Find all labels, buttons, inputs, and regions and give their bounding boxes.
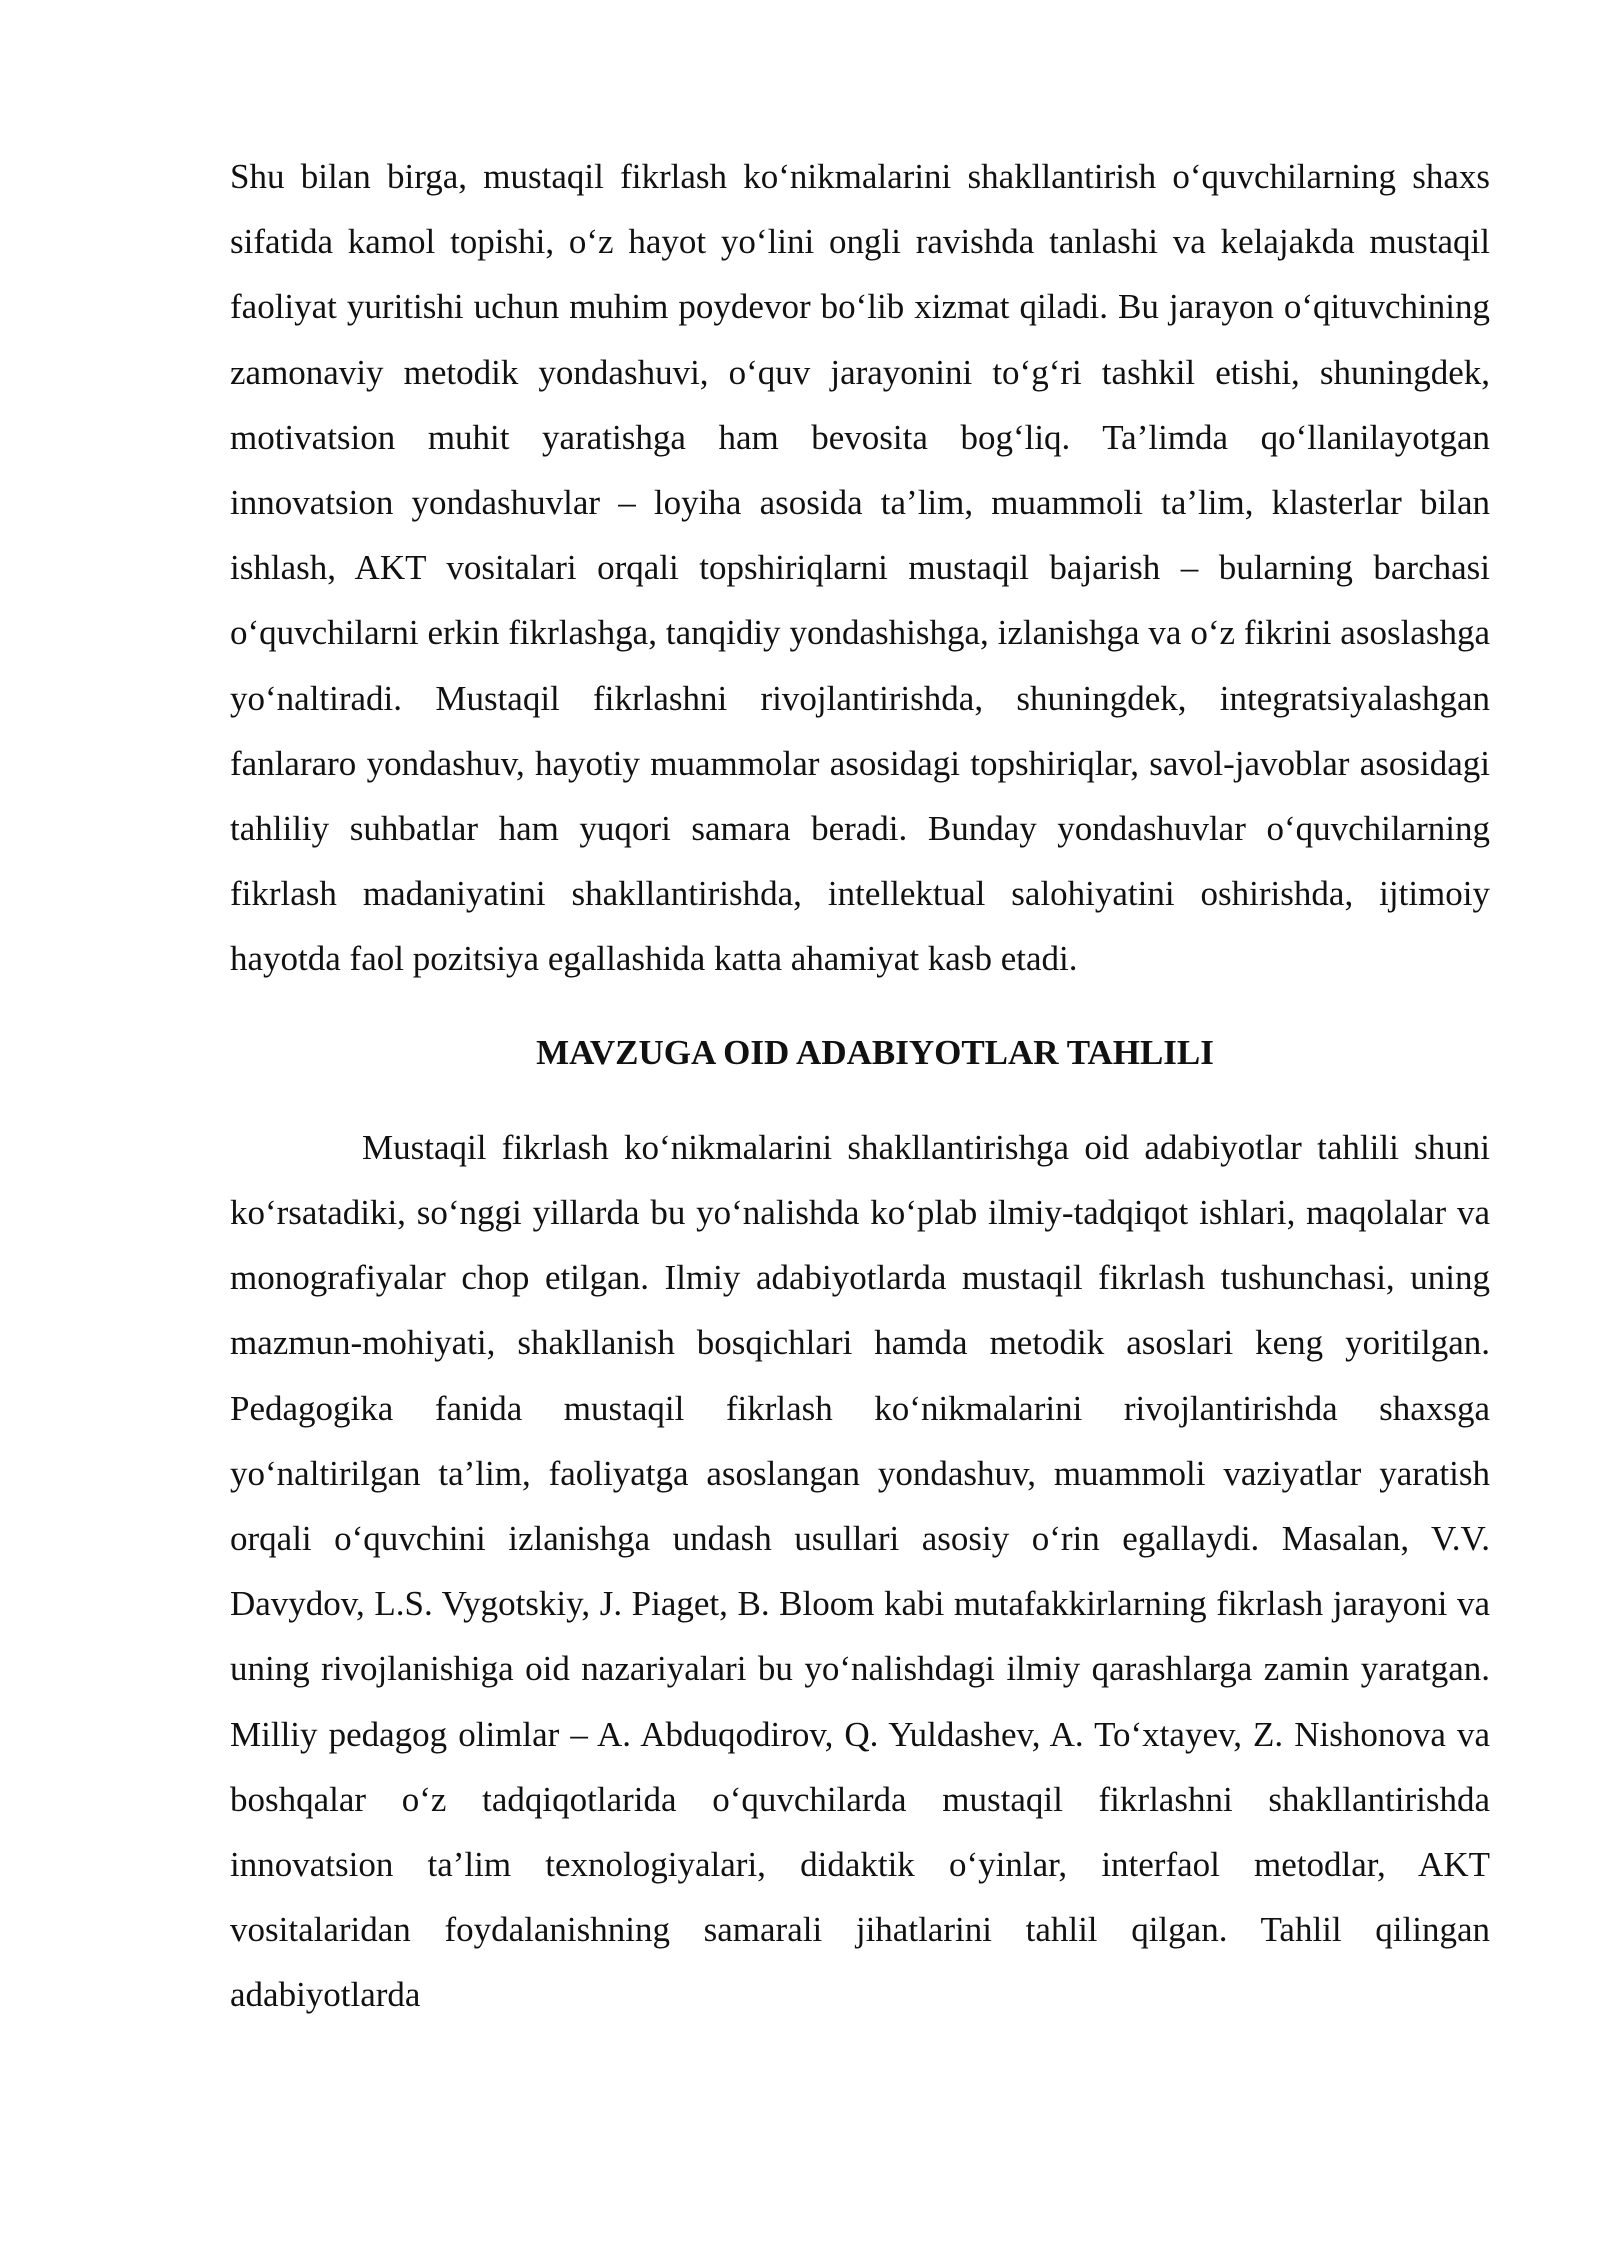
text-column <box>230 144 1490 2028</box>
body-paragraph: Shu bilan birga, mustaqil fikrlash ko‘nikmalarini shakllantirish o‘quvchilarning shaxs sifatida kamol topishi, o‘z hayot yo‘lini ongli ravishda tanlashi va kelajakda mustaqil faoliyat yuritishi uchun muhim poydevor bo‘lib xizmat qiladi. Bu jarayon o‘qituvchining zamonaviy metodik yondashuvi, o‘quv jarayonini to‘g‘ri tashkil etishi, shuningdek, motivatsion muhit yaratishga ham bevosita bog‘liq. Ta’limda qo‘llanilayotgan innovatsion yondashuvlar – loyiha asosida ta’lim, muammoli ta’lim, klasterlar bilan ishlash, AKT vositalari orqali topshiriqlarni mustaqil bajarish – bularning barchasi o‘quvchilarni erkin fikrlashga, tanqidiy yondashishga, izlanishga va o‘z fikrini asoslashga yo‘naltiradi. Mustaqil fikrlashni rivojlantirishda, shuningdek, integratsiyalashgan fanlararo yondashuv, hayotiy muammolar asosidagi topshiriqlar, savol-javoblar asosidagi tahliliy suhbatlar ham yuqori samara beradi. Bunday yondashuvlar o‘quvchilarning fikrlash madaniyatini shakllantirishda, intellektual salohiyatini oshirishda, ijtimoiy hayotda faol pozitsiya egallashida katta ahamiyat kasb etadi. <box>230 157 1490 979</box>
body-paragraph: Mustaqil fikrlash ko‘nikmalarini shakllantirishga oid adabiyotlar tahlili shuni ko‘rsatadiki, so‘nggi yillarda bu yo‘nalishda ko‘plab ilmiy-tadqiqot ishlari, maqolalar va monografiyalar chop etilgan. Ilmiy adabiyotlarda mustaqil fikrlash tushunchasi, uning mazmun-mohiyati, shakllanish bosqichlari hamda metodik asoslari keng yoritilgan. Pedagogika fanida mustaqil fikrlash ko‘nikmalarini rivojlantirishda shaxsga yo‘naltirilgan ta’lim, faoliyatga asoslangan yondashuv, muammoli vaziyatlar yaratish orqali o‘quvchini izlanishga undash usullari asosiy o‘rin egallaydi. Masalan, V.V. Davydov, L.S. Vygotskiy, J. Piaget, B. Bloom kabi mutafakkirlarning fikrlash jarayoni va uning rivojlanishiga oid nazariyalari bu yo‘nalishdagi ilmiy qarashlarga zamin yaratgan. Milliy pedagog olimlar – A. Abduqodirov, Q. Yuldashev, A. To‘xtayev, Z. Nishonova va boshqalar o‘z tadqiqotlarida o‘quvchilarda mustaqil fikrlashni shakllantirishda innovatsion ta’lim texnologiyalari, didaktik o‘yinlar, interfaol metodlar, AKT vositalaridan foydalanishning samarali jihatlarini tahlil qilgan. Tahlil qilingan adabiyotlarda <box>230 1127 1490 2015</box>
section-heading: MAVZUGA OID ADABIYOTLAR TAHLILI <box>536 1032 1214 1072</box>
